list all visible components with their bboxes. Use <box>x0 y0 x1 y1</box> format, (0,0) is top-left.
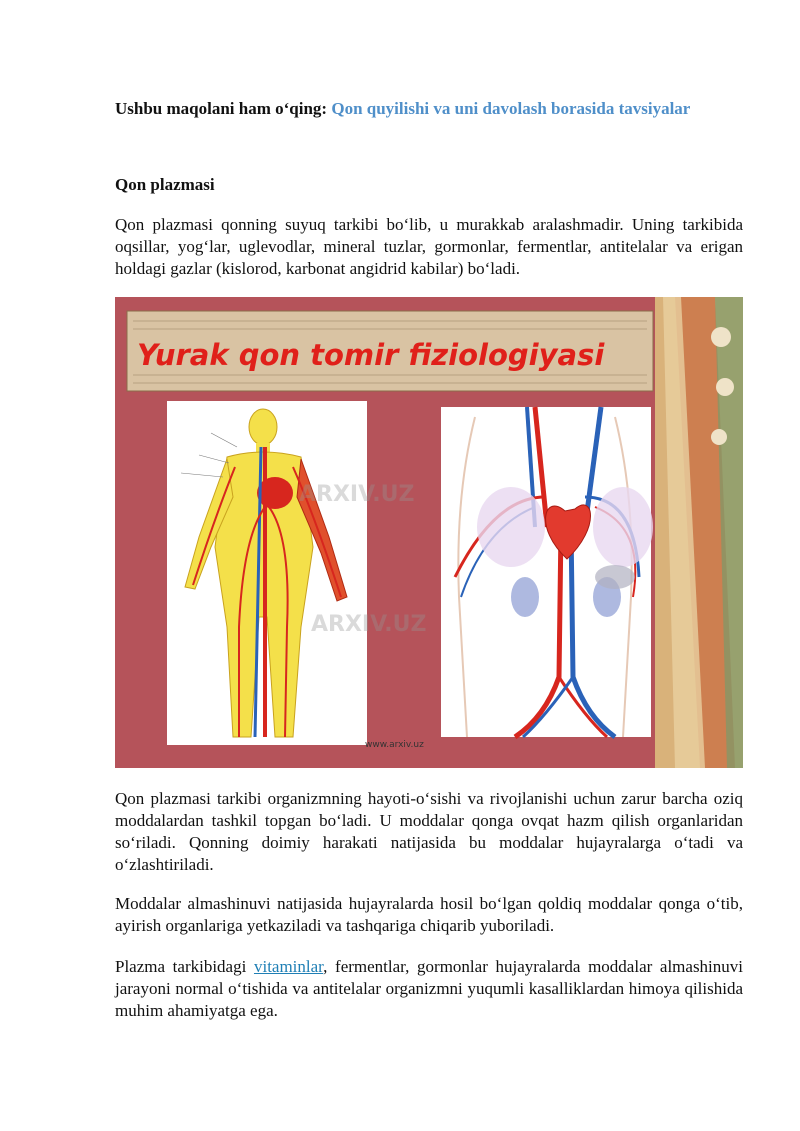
kidney-left <box>511 577 539 617</box>
paragraph-plasma-nutrients: Qon plazmasi tarkibi organizmning hayoti-o‘sishi va rivojlanishi uchun zarur barcha oziq moddalardan tashkil topgan bo‘ladi. U moddalar qonga ovqat hazm qilish organlaridan so‘riladi. Qonning doimiy harakati natijasida bu moddalar hujayralarga o‘tadi va o‘zlashtiriladi. <box>115 789 743 874</box>
vitamins-link[interactable]: vitaminlar <box>253 957 324 976</box>
cardiovascular-illustration <box>115 297 743 768</box>
p4-lead: Plazma tarkibidagi <box>115 957 254 976</box>
section-heading: Qon plazmasi <box>115 175 215 194</box>
heart-shape-left <box>257 477 293 509</box>
watermark-lower: ARXIV.UZ <box>311 612 427 637</box>
related-article-link[interactable]: Qon quyilishi va uni davolash borasida tavsiyalar <box>331 99 691 118</box>
illustration-svg <box>115 297 743 768</box>
p4-rest: , fermentlar, gormonlar hujayralarda moddalar almashinuvi jarayoni normal o‘tishida va antitelalar organizmni yuqumli kasalliklardan himoya qilishida muhim ahamiyatga ega. <box>115 957 744 1020</box>
read-also-line <box>115 98 743 120</box>
read-also-label: Ushbu maqolani ham o‘qing: <box>115 99 328 118</box>
banner-title: Yurak qon tomir fiziologiyasi <box>137 338 605 372</box>
lung-right <box>593 487 653 567</box>
paragraph-metabolism-waste: Moddalar almashinuvi natijasida hujayralarda hosil bo‘lgan qoldiq moddalar qonga o‘tib, ayirish organlariga yetkaziladi va tashqariga chiqarib yuboriladi. <box>115 894 743 935</box>
paragraph-plasma-composition: Qon plazmasi qonning suyuq tarkibi bo‘lib, u murakkab aralashmadir. Uning tarkibida oqsillar, yog‘lar, uglevodlar, mineral tuzlar, gormonlar, fermentlar, antitelalar va erigan holdagi gazlar (kislorod, karbonat angidrid kabilar) bo‘ladi. <box>115 215 743 278</box>
site-watermark: www.arxiv.uz <box>365 740 424 750</box>
paragraph-plasma-vitamins <box>115 956 743 1022</box>
watermark-upper: ARXIV.UZ <box>299 482 415 507</box>
lung-left <box>477 487 545 567</box>
